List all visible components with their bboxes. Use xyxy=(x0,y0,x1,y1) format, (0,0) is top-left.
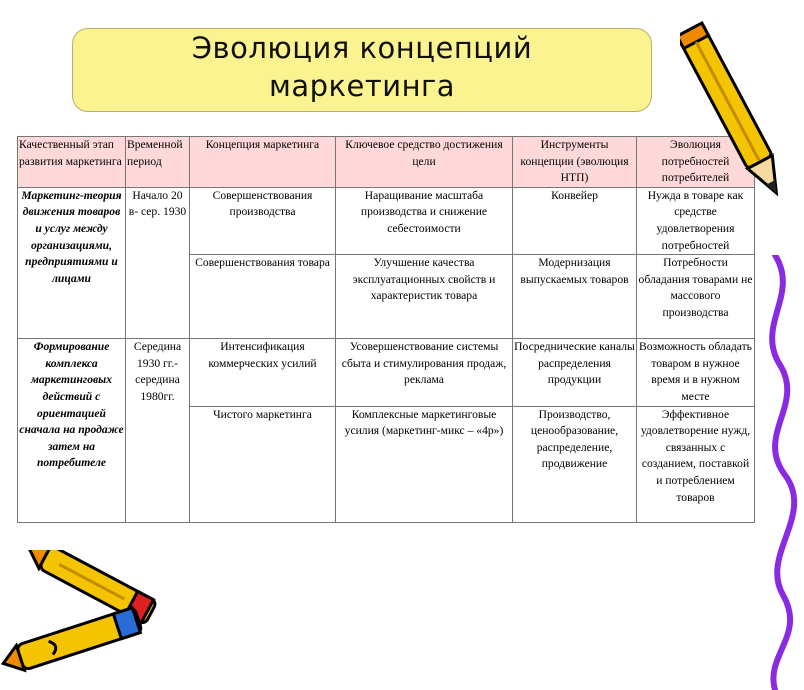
means-cell: Усовершенствование системы сбыта и стимулирования продаж, реклама xyxy=(336,339,513,406)
means-cell: Комплексные маркетинговые усилия (маркетинг-микс – «4р») xyxy=(336,406,513,522)
tools-cell: Посреднические каналы распределения продукции xyxy=(513,339,637,406)
marketing-evolution-table xyxy=(17,136,755,523)
concept-cell: Чистого маркетинга xyxy=(190,406,336,522)
header-means: Ключевое средство достижения цели xyxy=(336,137,513,188)
tools-cell: Производство, ценообразование, распределение, продвижение xyxy=(513,406,637,522)
table-row xyxy=(18,339,755,406)
header-concept: Концепция маркетинга xyxy=(190,137,336,188)
tools-cell: Модернизация выпускаемых товаров xyxy=(513,255,637,339)
needs-cell: Нужда в товаре как средстве удовлетворения потребностей xyxy=(637,187,755,254)
needs-cell: Эффективное удовлетворение нужд, связанных с созданием, поставкой и потреблением товаров xyxy=(637,406,755,522)
concept-cell: Интенсификация коммерческих усилий xyxy=(190,339,336,406)
table-row xyxy=(18,187,755,254)
title-line-1: Эволюция концепций xyxy=(191,31,533,65)
concept-cell: Совершенствования производства xyxy=(190,187,336,254)
table-header-row xyxy=(18,137,755,188)
period-cell: Середина 1930 гг.- середина 1980гг. xyxy=(126,339,190,522)
pencil-icon xyxy=(680,8,790,218)
header-period: Временной период xyxy=(126,137,190,188)
header-stage: Качественный этап развития маркетинга xyxy=(18,137,126,188)
header-needs: Эволюция потребностей потребителей xyxy=(637,137,755,188)
means-cell: Улучшение качества эксплуатационных свойств и характеристик товара xyxy=(336,255,513,339)
crayons-icon xyxy=(0,550,170,690)
tools-cell: Конвейер xyxy=(513,187,637,254)
stage-cell: Маркетинг-теория движения товаров и услуг между организациями, предприятиями и лицами xyxy=(18,187,126,338)
squiggle-line xyxy=(745,255,804,690)
title-banner xyxy=(72,28,652,112)
means-cell: Наращивание масштаба производства и снижение себестоимости xyxy=(336,187,513,254)
needs-cell: Потребности обладания товарами не массового производства xyxy=(637,255,755,339)
title-line-2: маркетинга xyxy=(268,69,456,103)
stage-cell: Формирование комплекса маркетинговых действий с ориентацией сначала на продаже затем на потребителе xyxy=(18,339,126,522)
needs-cell: Возможность обладать товаром в нужное время и в нужном месте xyxy=(637,339,755,406)
header-tools: Инструменты концепции (эволюция НТП) xyxy=(513,137,637,188)
period-cell: Начало 20 в- сер. 1930 xyxy=(126,187,190,338)
concept-cell: Совершенствования товара xyxy=(190,255,336,339)
